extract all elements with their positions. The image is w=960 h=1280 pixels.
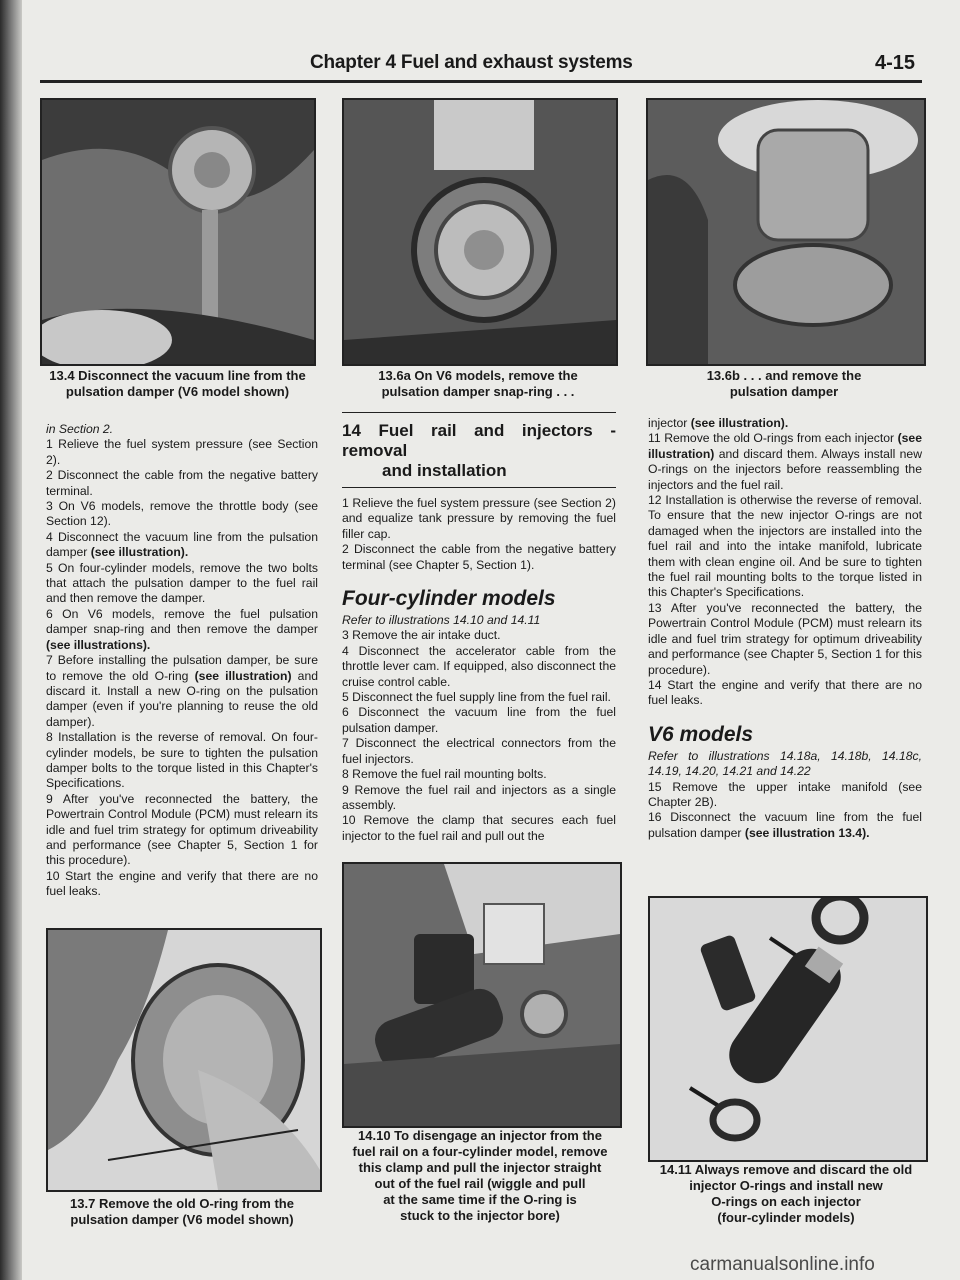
- caption-14-10: 14.10 To disengage an injector from the fuel rail on a four-cylinder model, remove this clamp and pull the injector straight out of the fuel rail (wiggle and pull at the same time if the O-ring is stuck to the injector bore): [352, 1128, 608, 1223]
- photo-13-7: [46, 928, 322, 1192]
- section-14-heading: 14 Fuel rail and injectors - removal and installation: [342, 421, 616, 480]
- watermark: carmanualsonline.info: [690, 1254, 875, 1275]
- section-top-rule: [342, 412, 616, 413]
- column-left: in Section 2. 1 Relieve the fuel system pressure (see Section 2). 2 Disconnect the cable from the negative battery terminal. 3 On V6 models, remove the throttle body (see Section 12). 4 Disconnect the vacuum line from the pulsation damper (see illustration). 5 On four-cylinder models, remove the two bolts that attach the pulsation damper to the fuel rail and then remove the damper. 6 On V6 models, remove the fuel pulsation damper snap-ring and then remove the damper (see illustrations). 7 Before installing the pulsation damper, be sure to remove the old O-ring (see illustration) and discard it. Install a new O-ring on the pulsation damper (even if you're planning to reuse the old damper). 8 Installation is the reverse of removal. On four-cylinder models, be sure to tighten the pulsation damper bolts to the torque listed in this Chapter's Specifications. 9 After you've reconnected the battery, the Powertrain Control Module (PCM) must relearn its idle and fuel trim strategy for optimum driveability and performance (see Chapter 5, Section 1 for this procedure). 10 Start the engine and verify that there are no fuel leaks.: [46, 422, 318, 899]
- page-header: [40, 52, 920, 82]
- v6-heading: V6 models: [648, 722, 754, 746]
- caption-13-6b: 13.6b . . . and remove the pulsation damper: [706, 368, 862, 399]
- column-middle: 14 Fuel rail and injectors - removal and installation 1 Relieve the fuel system pressure (see Section 2) and equalize tank pressure by removing the fuel filler cap. 2 Disconnect the cable from the negative battery terminal (see Chapter 5, Section 1). Four-cylinder models Refer to illustrations 14.10 and 14.11 3 Remove the air intake duct. 4 Disconnect the accelerator cable from the throttle lever cam. If equipped, also disconnect the cruise control cable. 5 Disconnect the fuel supply line from the fuel rail. 6 Disconnect the vacuum line from the fuel pulsation damper. 7 Disconnect the electrical connectors from the fuel injectors. 8 Remove the fuel rail mounting bolts. 9 Remove the fuel rail and injectors as a single assembly. 10 Remove the clamp that secures each fuel injector to the fuel rail and pull out the: [342, 412, 616, 844]
- page-number: 4-15: [874, 52, 915, 74]
- photo-13-6b: [646, 98, 926, 366]
- four-cylinder-heading: Four-cylinder models: [342, 587, 556, 611]
- caption-14-11: 14.11 Always remove and discard the old injector O-rings and install new O-rings on each injector (four-cylinder models): [659, 1162, 913, 1225]
- caption-13-6a: 13.6a On V6 models, remove the pulsation damper snap-ring . . .: [378, 368, 578, 399]
- photo-13-6a: [342, 98, 618, 366]
- chapter-title: Chapter 4 Fuel and exhaust systems: [310, 52, 633, 73]
- caption-13-7: 13.7 Remove the old O-ring from the pulsation damper (V6 model shown): [70, 1196, 294, 1227]
- section-bottom-rule: [342, 487, 616, 488]
- photo-14-10: [342, 862, 622, 1128]
- column-right: injector (see illustration). 11 Remove the old O-rings from each injector (see illustration) and discard them. Always install new O-rings on the injectors before reassembling the injectors and the fuel rail. 12 Installation is otherwise the reverse of removal. To ensure that the new injector O-rings are not damaged when the injectors are installed into the fuel rail and into the intake manifold, lubricate them with clean engine oil. And be sure to tighten the fuel rail mounting bolts to the torque listed in this Chapter's Specifications. 13 After you've reconnected the battery, the Powertrain Control Module (PCM) must relearn its idle and fuel trim strategy for optimum driveability and performance (see Chapter 5, Section 1 for this procedure). 14 Start the engine and verify that there are no fuel leaks. V6 models Refer to illustrations 14.18a, 14.18b, 14.18c, 14.19, 14.20, 14.21 and 14.22 15 Remove the upper intake manifold (see Chapter 2B). 16 Disconnect the vacuum line from the fuel pulsation damper (see illustration 13.4).: [648, 416, 922, 840]
- page-binding-shadow: [0, 0, 22, 1280]
- caption-13-4: 13.4 Disconnect the vacuum line from the pulsation damper (V6 model shown): [49, 368, 306, 399]
- photo-14-11: [648, 896, 928, 1162]
- photo-13-4: [40, 98, 316, 366]
- header-rule: [40, 80, 922, 83]
